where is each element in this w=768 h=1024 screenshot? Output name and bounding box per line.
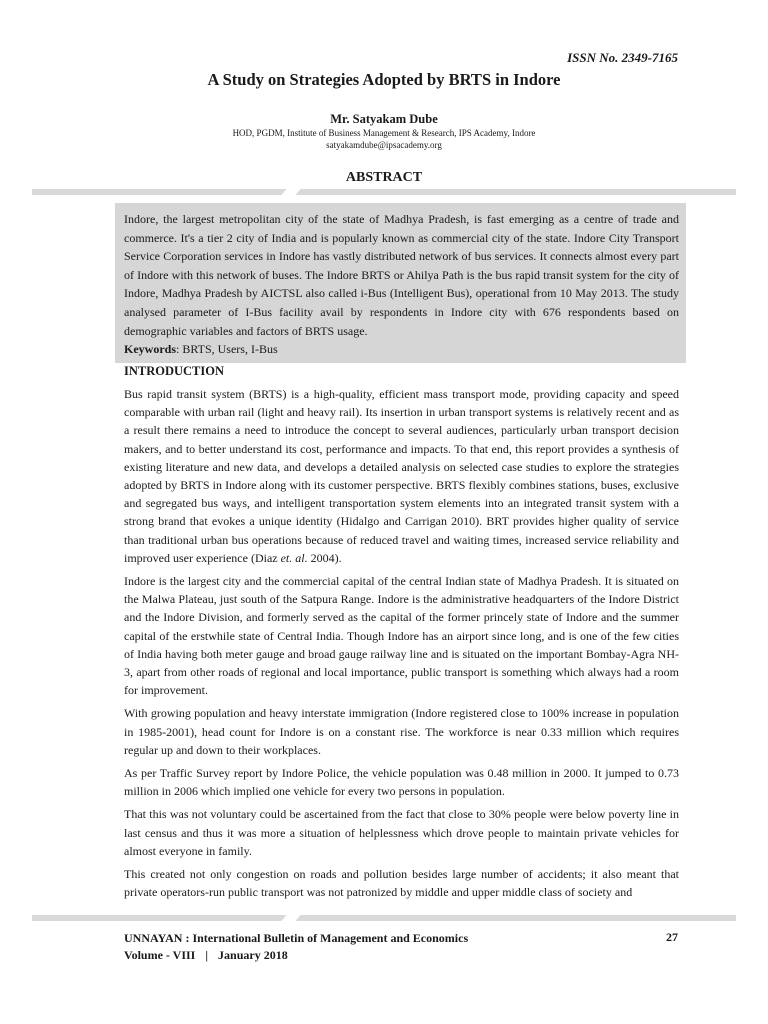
paragraph-text-end: 2004). xyxy=(310,550,342,565)
paper-title: A Study on Strategies Adopted by BRTS in Indore xyxy=(207,70,561,89)
paragraph: This created not only congestion on roads and pollution besides large number of accidents; it also meant that private operators-run public transport was not patronized by middle and upper middle class of society and xyxy=(124,867,679,900)
author-affiliation-block xyxy=(0,127,768,151)
paragraph-text: Bus rapid transit system (BRTS) is a high-quality, efficient mass transport mode, providing capacity and speed comparable with urban rail (light and heavy rail). Its insertion in urban transport systems is relatively recent and as a result there remains a need to introduce the concept to several audiences, particularly urban transport decision makers, and to better understand its cost, performance and impacts. To that end, this report provides a synthesis of existing literature and new data, and develops a detailed analysis on selected case studies to explore the strategies adopted by BRTS in Indore along with its customer perspective. BRTS flexibly combines stations, buses, exclusive and segregated bus ways, and intelligent transportation system elements into an integrated transit system with a strong brand that evokes a unique identity (Hidalgo and Carrigan 2010). BRT provides higher quality of service than traditional urban bus operations because of reduced travel and waiting times, increased service reliability and improved user experience (Diaz xyxy=(124,387,679,565)
volume: Volume - VIII xyxy=(124,948,196,962)
introduction-heading: INTRODUCTION xyxy=(124,364,225,378)
author-name: Mr. Satyakam Dube xyxy=(330,112,438,126)
keywords-line xyxy=(124,342,278,357)
author-affiliation: HOD, PGDM, Institute of Business Management & Research, IPS Academy, Indore xyxy=(232,128,536,138)
volume-line xyxy=(124,947,468,964)
introduction-body xyxy=(124,385,679,906)
page-number: 27 xyxy=(666,930,678,944)
paragraph: Indore is the largest city and the commercial capital of the central Indian state of Madhya Pradesh. It is situated on the Malwa Plateau, just south of the Satpura Range. Indore is the administrative headquarters of the Indore District and the Indore Division, and formerly served as the capital of the former princely state of Indore and the summer capital of the erstwhile state of Central India. Though Indore has an airport since long, and is one of the few cities of India having both meter gauge and broad gauge railway line and is situated on the important Bombay-Agra NH-3, apart from other roads of regional and local importance, public transport is something which always had a room for improvement. xyxy=(124,574,679,698)
journal-name: UNNAYAN : International Bulletin of Management and Economics xyxy=(124,931,469,945)
bottom-divider xyxy=(32,915,736,921)
issn-number: ISSN No. 2349-7165 xyxy=(567,50,678,65)
author-email: satyakamdube@ipsacademy.org xyxy=(326,140,442,150)
keywords-values: : BRTS, Users, I-Bus xyxy=(176,342,278,356)
paragraph: With growing population and heavy interstate immigration (Indore registered close to 100% increase in population in 1985-2001), head count for Indore is on a constant rise. The workforce is near 0.33 million which requires regular up and down to their workplaces. xyxy=(124,706,679,757)
top-divider xyxy=(32,189,736,195)
paragraph: As per Traffic Survey report by Indore Police, the vehicle population was 0.48 million in 2000. It jumped to 0.73 million in 2006 which implied one vehicle for every two persons in population. xyxy=(124,766,679,799)
citation-italic: et. al. xyxy=(280,550,308,565)
paragraph: That this was not voluntary could be ascertained from the fact that close to 30% people were below poverty line in last census and thus it was more a situation of helplessness which drove people to maintain private vehicles for almost everyone in family. xyxy=(124,807,679,858)
paragraph xyxy=(124,385,679,567)
separator: | xyxy=(205,948,209,962)
abstract-text: Indore, the largest metropolitan city of the state of Madhya Pradesh, is fast emerging as a centre of trade and commerce. It's a tier 2 city of India and is popularly known as commercial city of the state. Indore City Transport Service Corporation services in Indore has vastly distributed network of bus services. It connects almost every part of Indore with this network of buses. The Indore BRTS or Ahilya Path is the bus rapid transit system for the city of Indore, Madhya Pradesh by AICTSL also called i-Bus (Intelligent Bus), operational from 10 May 2013. The study analysed parameter of I-Bus facility avail by respondents in Indore city with 676 respondents based on demographic variables and factors of BRTS usage. xyxy=(124,212,679,338)
footer-journal-info xyxy=(124,930,468,964)
issue-date: January 2018 xyxy=(218,948,288,962)
keywords-label: Keywords xyxy=(124,342,176,356)
abstract-heading: ABSTRACT xyxy=(345,170,423,185)
